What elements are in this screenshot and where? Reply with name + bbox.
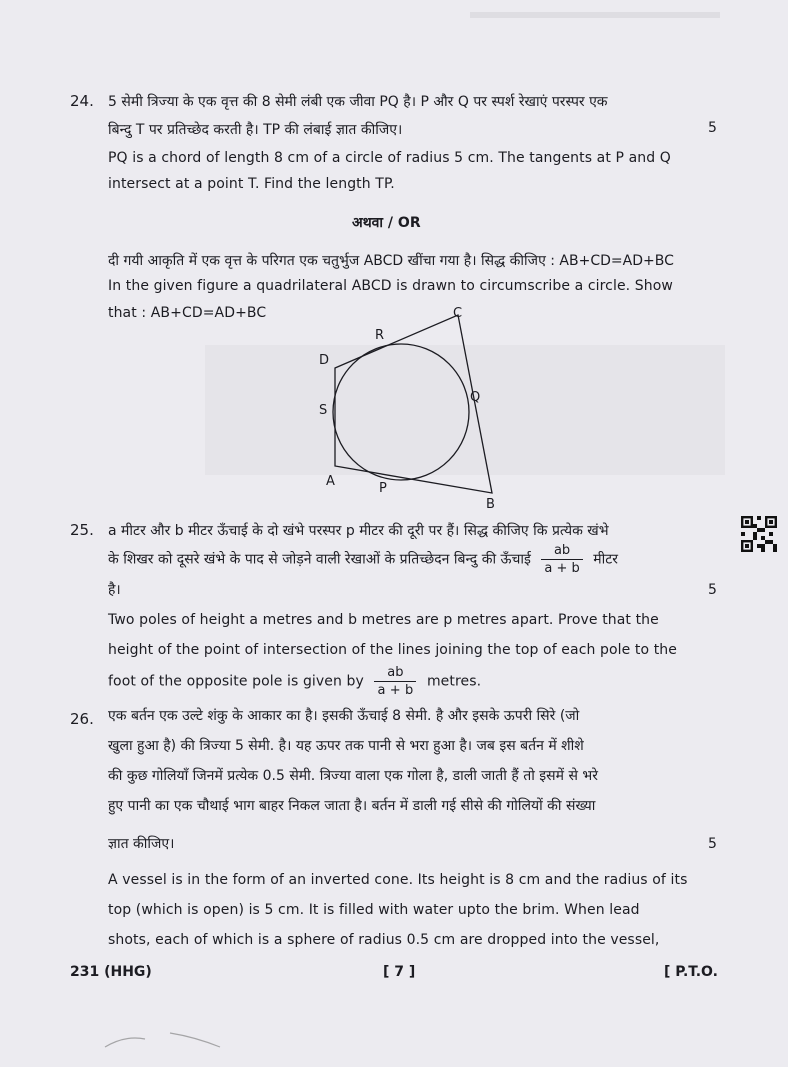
q26-english-line-1: A vessel is in the form of an inverted cone. Its height is 8 cm and the radius of its <box>108 872 688 888</box>
label-p: P <box>379 481 387 496</box>
q24-marks: 5 <box>708 120 717 136</box>
label-s: S <box>319 403 328 418</box>
q24-or-english-line-1: In the given figure a quadrilateral ABCD is drawn to circumscribe a circle. Show <box>108 278 673 294</box>
q24-or-hindi: दी गयी आकृति में एक वृत्त के परिगत एक चतुर्भुज ABCD खींचा गया है। सिद्ध कीजिए : AB+CD=AD+BC <box>108 253 674 269</box>
fraction-denominator: a + b <box>544 561 580 576</box>
q24-hindi-line-2: बिन्दु T पर प्रतिच्छेद करती है। TP की लंबाई ज्ञात कीजिए। <box>108 122 403 138</box>
q24-or-label: अथवा / OR <box>352 215 421 231</box>
q24-hindi-line-1: 5 सेमी त्रिज्या के एक वृत्त की 8 सेमी लंबी एक जीवा PQ है। P और Q पर स्पर्श रेखाएं परस्पर एक <box>108 94 608 110</box>
q24-or-english-line-2: that : AB+CD=AD+BC <box>108 305 267 321</box>
q25-english-line-1: Two poles of height a metres and b metres are p metres apart. Prove that the <box>108 612 659 628</box>
q25-hindi-line-1: a मीटर और b मीटर ऊँचाई के दो खंभे परस्पर p मीटर की दूरी पर हैं। सिद्ध कीजिए कि प्रत्येक खंभे <box>108 523 609 539</box>
label-c: C <box>453 306 463 321</box>
question-26-number: 26. <box>70 710 94 728</box>
q25-hindi-line-2 <box>108 542 618 577</box>
please-turn-over: [ P.T.O. <box>664 964 718 980</box>
label-b: B <box>486 497 495 512</box>
q25-hindi-line-2-text: के शिखर को दूसरे खंभे के पाद से जोड़ने वाली रेखाओं के प्रतिच्छेदन बिन्दु की ऊँचाई <box>108 551 531 568</box>
q25-english-line-3-unit: metres. <box>426 673 482 690</box>
q25-marks: 5 <box>708 582 717 598</box>
q25-hindi-line-2-unit: मीटर <box>593 551 618 568</box>
q25-english-line-2: height of the point of intersection of the lines joining the top of each pole to the <box>108 642 677 658</box>
q26-hindi-line-1: एक बर्तन एक उल्टे शंकु के आकार का है। इसकी ऊँचाई 8 सेमी. है और इसके ऊपरी सिरे (जो <box>108 708 580 724</box>
label-a: A <box>326 474 335 489</box>
label-q: Q <box>470 390 481 405</box>
pen-mark-decoration <box>100 1025 240 1055</box>
q24-english-line-2: intersect at a point T. Find the length TP. <box>108 176 395 192</box>
q25-hindi-line-3: है। <box>108 582 121 598</box>
fraction-denominator: a + b <box>377 683 414 698</box>
q26-hindi-line-4: हुए पानी का एक चौथाई भाग बाहर निकल जाता है। बर्तन में डाली गई सीसे की गोलियों की संख्या <box>108 798 596 814</box>
inscribed-circle <box>333 344 469 480</box>
label-d: D <box>319 353 330 368</box>
label-r: R <box>375 328 385 343</box>
q26-english-line-2: top (which is open) is 5 cm. It is filled with water upto the brim. When lead <box>108 902 640 918</box>
fraction-numerator: ab <box>374 664 416 682</box>
q25-english-fraction <box>374 664 416 699</box>
page-number: [ 7 ] <box>383 964 416 980</box>
fraction-numerator: ab <box>541 542 582 560</box>
q24-english-line-1: PQ is a chord of length 8 cm of a circle of radius 5 cm. The tangents at P and Q <box>108 150 671 166</box>
q26-hindi-line-3: की कुछ गोलियाँ जिनमें प्रत्येक 0.5 सेमी. त्रिज्या वाला एक गोला है, डाली जाती हैं तो इसमें से भरे <box>108 768 598 784</box>
qr-code-icon <box>741 516 777 552</box>
bleed-through-mark <box>470 12 720 18</box>
question-25-number: 25. <box>70 521 94 539</box>
q25-english-line-3-text: foot of the opposite pole is given by <box>108 673 364 690</box>
quadrilateral-circle-figure <box>300 300 510 515</box>
paper-code: 231 (HHG) <box>70 964 152 980</box>
q26-english-line-3: shots, each of which is a sphere of radius 0.5 cm are dropped into the vessel, <box>108 932 660 948</box>
q25-hindi-fraction <box>541 542 582 577</box>
q26-hindi-line-5: ज्ञात कीजिए। <box>108 836 175 852</box>
question-24-number: 24. <box>70 92 94 110</box>
q25-english-line-3 <box>108 664 481 699</box>
q26-hindi-line-2: खुला हुआ है) की त्रिज्या 5 सेमी. है। यह ऊपर तक पानी से भरा हुआ है। जब इस बर्तन में शीशे <box>108 738 584 754</box>
q26-marks: 5 <box>708 836 717 852</box>
